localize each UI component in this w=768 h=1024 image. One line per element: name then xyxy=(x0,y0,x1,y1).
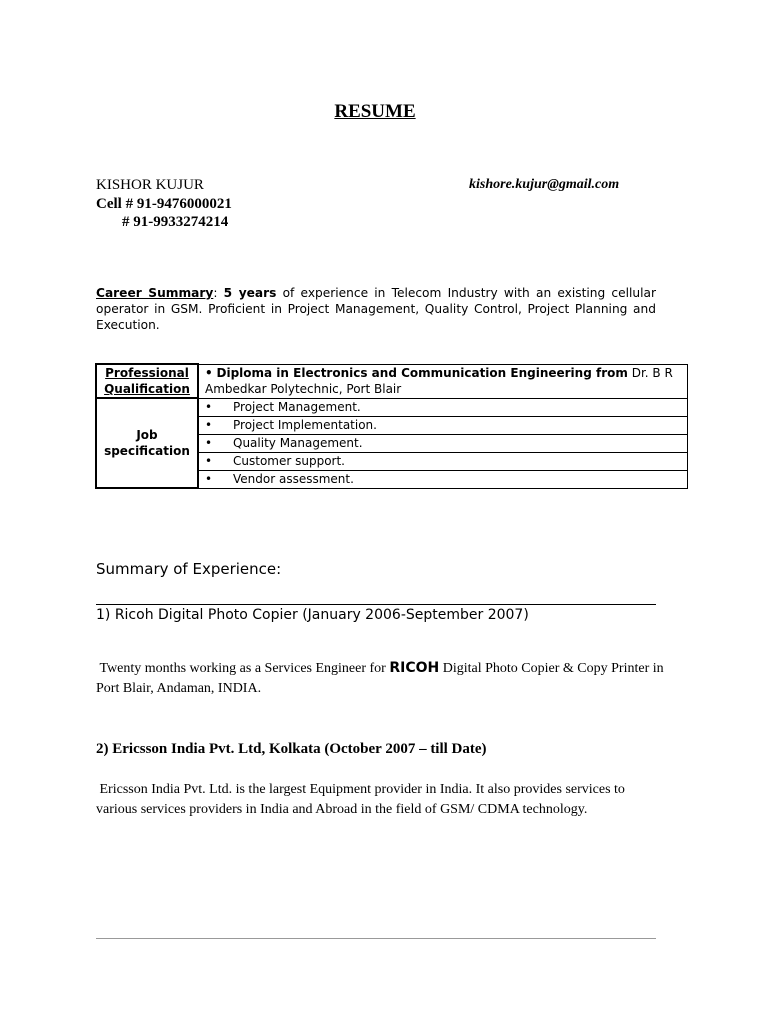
experience-heading: Summary of Experience: xyxy=(96,560,282,578)
phone-secondary: # 91-9933274214 xyxy=(122,214,229,230)
diploma-title: Diploma in Electronics and Communication Engineering from xyxy=(216,365,628,380)
bullet-icon: • xyxy=(205,399,213,414)
ericsson-description xyxy=(96,780,666,820)
list-item xyxy=(198,434,688,452)
candidate-name: KISHOR KUJUR xyxy=(96,177,204,193)
job-item-text: Project Management. xyxy=(233,399,361,414)
list-item xyxy=(198,416,688,434)
ericsson-heading: 2) Ericsson India Pvt. Ltd, Kolkata (October 2007 – till Date) xyxy=(96,741,487,757)
ricoh-text-pre: Twenty months working as a Services Engineer for xyxy=(99,661,386,676)
career-summary xyxy=(96,285,656,333)
divider xyxy=(96,938,656,939)
career-summary-text: of experience in Telecom Industry with an existing cellular operator in GSM. Proficient in Project Management, Quality Control, Project Planning and Execution. xyxy=(96,286,656,332)
list-item xyxy=(198,398,688,416)
bullet-icon: • xyxy=(205,417,213,432)
list-item xyxy=(198,470,688,488)
bullet-icon: • xyxy=(205,471,213,486)
job-item-text: Customer support. xyxy=(233,453,345,468)
professional-qualification-label: Professional Qualification xyxy=(96,364,198,398)
table-row xyxy=(96,398,688,416)
list-item xyxy=(198,452,688,470)
divider xyxy=(96,604,656,605)
phone-primary: Cell # 91-9476000021 xyxy=(96,196,232,212)
ricoh-text-post: Digital Photo Copier & Copy Printer in Port Blair, Andaman, INDIA. xyxy=(96,661,664,696)
page-title: RESUME xyxy=(334,101,416,122)
job-specification-label: Job specification xyxy=(96,398,198,488)
email-address: kishore.kujur@gmail.com xyxy=(469,177,620,192)
bullet-icon: • xyxy=(205,453,213,468)
ricoh-heading: 1) Ricoh Digital Photo Copier (January 2006-September 2007) xyxy=(96,607,529,623)
table-row xyxy=(96,364,688,398)
ricoh-description xyxy=(96,658,666,699)
ricoh-company: RICOH xyxy=(389,660,440,676)
career-years: 5 years xyxy=(223,286,277,300)
ericsson-text: Ericsson India Pvt. Ltd. is the largest Equipment provider in India. It also provides services to various services providers in India and Abroad in the field of GSM/ CDMA technology. xyxy=(96,782,625,817)
job-item-text: Quality Management. xyxy=(233,435,363,450)
bullet-icon: • xyxy=(205,435,213,450)
job-item-text: Project Implementation. xyxy=(233,417,377,432)
qualifications-table xyxy=(95,363,688,489)
diploma-cell xyxy=(198,364,688,398)
diploma-institution: Dr. B R Ambedkar Polytechnic, Port Blair xyxy=(205,365,673,396)
career-summary-colon: : xyxy=(213,286,218,300)
career-summary-label: Career Summary xyxy=(96,286,214,300)
job-item-text: Vendor assessment. xyxy=(233,471,354,486)
bullet-icon: • xyxy=(205,365,213,380)
